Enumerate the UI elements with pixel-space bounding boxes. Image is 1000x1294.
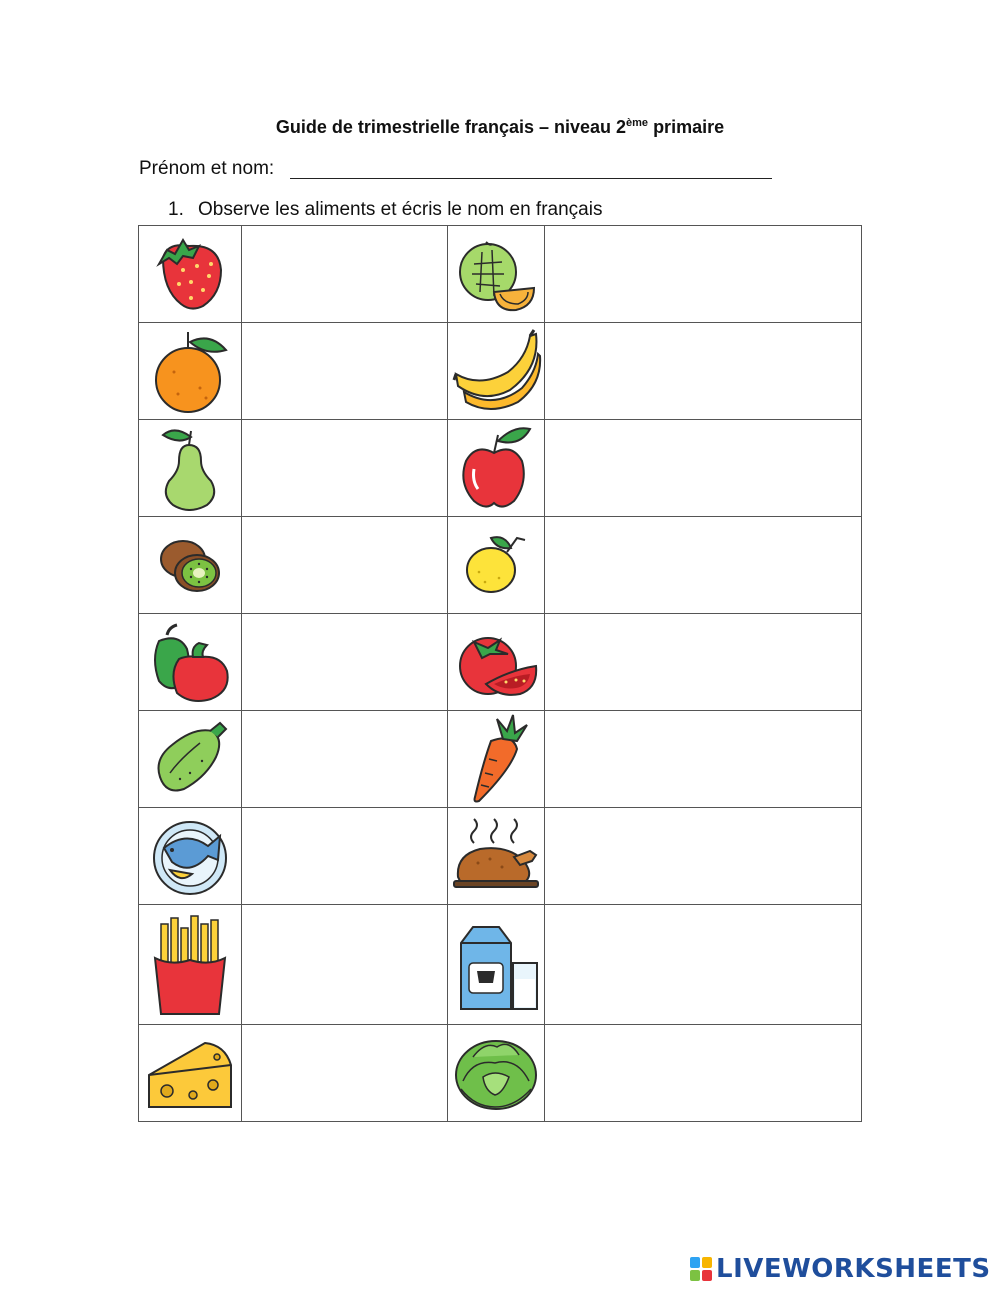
logo-icon — [690, 1257, 712, 1281]
answer-cell[interactable] — [242, 711, 448, 808]
answer-cell[interactable] — [545, 905, 862, 1025]
cheese-icon — [139, 1025, 242, 1122]
answer-cell[interactable] — [545, 323, 862, 420]
banana-icon — [448, 323, 545, 420]
answer-cell[interactable] — [242, 323, 448, 420]
lettuce-icon — [448, 1025, 545, 1122]
answer-cell[interactable] — [242, 226, 448, 323]
answer-cell[interactable] — [545, 1025, 862, 1122]
zucchini-icon — [139, 711, 242, 808]
table-row — [139, 420, 862, 517]
page-title: Guide de trimestrielle français – niveau 2ème primaire — [275, 117, 725, 137]
answer-cell[interactable] — [545, 226, 862, 323]
logo-text: LIVEWORKSHEETS — [716, 1254, 991, 1284]
table-row — [139, 808, 862, 905]
answer-cell[interactable] — [545, 711, 862, 808]
carrot-icon — [448, 711, 545, 808]
answer-cell[interactable] — [242, 905, 448, 1025]
lemon-icon — [448, 517, 545, 614]
answer-cell[interactable] — [545, 614, 862, 711]
table-row — [139, 614, 862, 711]
instruction: 1. Observe les aliments et écris le nom en français — [168, 199, 603, 220]
strawberry-icon — [139, 226, 242, 323]
kiwi-icon — [139, 517, 242, 614]
apple-icon — [448, 420, 545, 517]
answer-cell[interactable] — [242, 420, 448, 517]
milk-icon — [448, 905, 545, 1025]
french-fries-icon — [139, 905, 242, 1025]
melon-icon — [448, 226, 545, 323]
table-row — [139, 711, 862, 808]
answer-cell[interactable] — [242, 614, 448, 711]
liveworksheets-logo[interactable] — [690, 1253, 991, 1285]
food-table — [138, 225, 862, 1122]
table-row — [139, 226, 862, 323]
table-row — [139, 905, 862, 1025]
table-row — [139, 517, 862, 614]
table-row — [139, 323, 862, 420]
answer-cell[interactable] — [545, 517, 862, 614]
answer-cell[interactable] — [242, 808, 448, 905]
name-field[interactable] — [290, 178, 772, 179]
answer-cell[interactable] — [545, 420, 862, 517]
pear-icon — [139, 420, 242, 517]
name-label: Prénom et nom: — [139, 158, 275, 179]
answer-cell[interactable] — [545, 808, 862, 905]
tomato-icon — [448, 614, 545, 711]
answer-cell[interactable] — [242, 1025, 448, 1122]
roast-chicken-icon — [448, 808, 545, 905]
table-row — [139, 1025, 862, 1122]
answer-cell[interactable] — [242, 517, 448, 614]
bell-pepper-icon — [139, 614, 242, 711]
fish-plate-icon — [139, 808, 242, 905]
orange-icon — [139, 323, 242, 420]
